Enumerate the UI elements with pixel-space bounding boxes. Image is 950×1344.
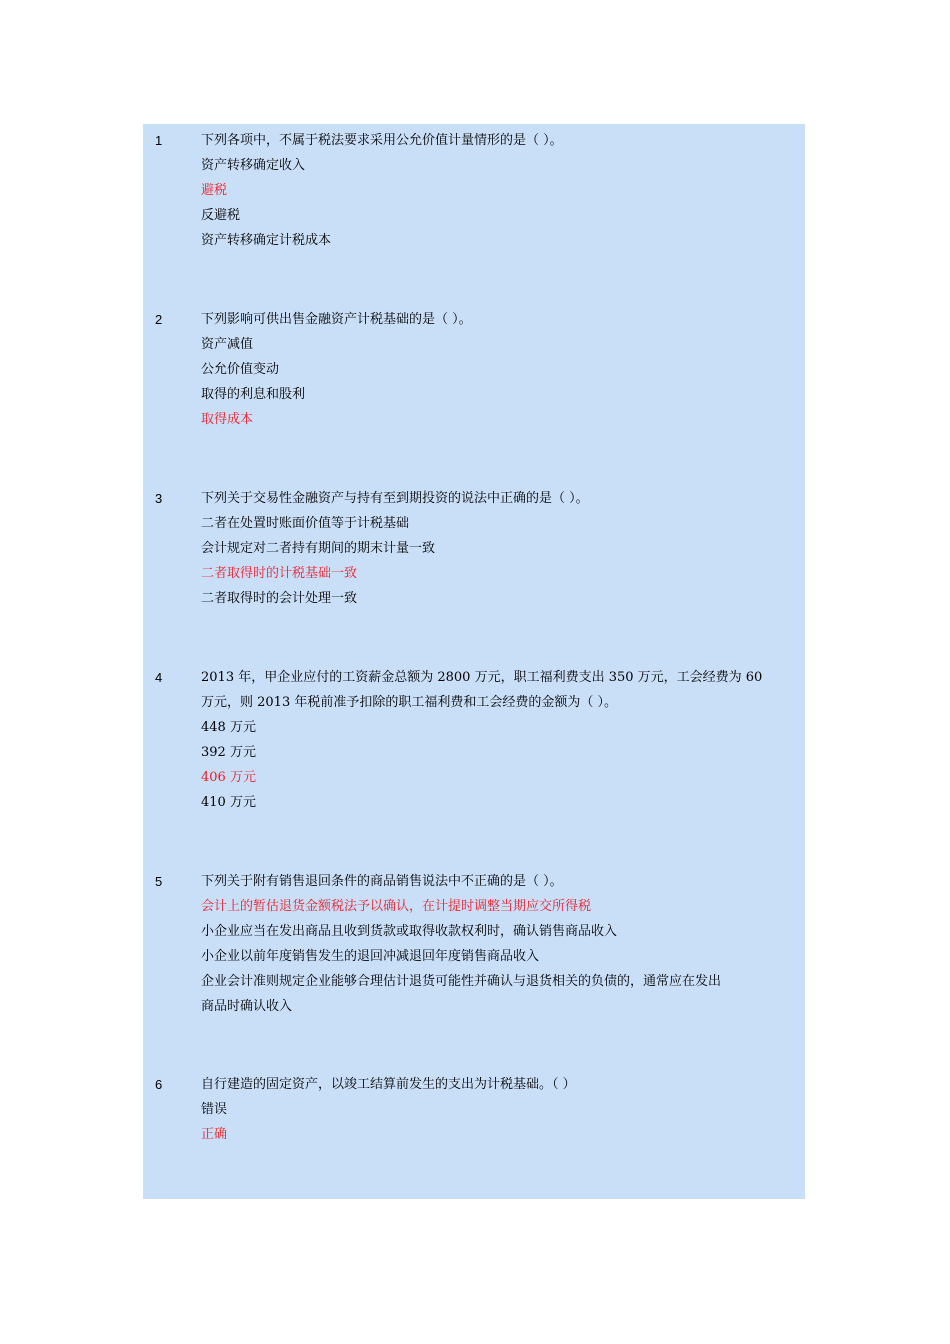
option-1-correct: 会计上的暂估退货金额税法予以确认，在计提时调整当期应交所得税 xyxy=(201,899,592,914)
option-1: 错误 xyxy=(201,1102,228,1117)
option-3-correct: 406 万元 xyxy=(201,770,256,785)
question-stem: 下列关于附有销售退回条件的商品销售说法中不正确的是（ ）。 xyxy=(201,874,563,889)
question-stem-line-2: 万元，则 2013 年税前准予扣除的职工福利费和工会经费的金额为（ ）。 xyxy=(201,695,617,710)
question-number: 3 xyxy=(155,491,163,506)
question-stem: 下列各项中，不属于税法要求采用公允价值计量情形的是（ ）。 xyxy=(201,133,563,148)
option-1: 资产转移确定收入 xyxy=(201,158,306,173)
option-2: 小企业应当在发出商品且收到货款或取得收款权利时，确认销售商品收入 xyxy=(201,924,618,939)
question-stem-line-1: 2013 年，甲企业应付的工资薪金总额为 2800 万元，职工福利费支出 350 万元，工会经费为 60 xyxy=(201,670,763,685)
question-body xyxy=(201,665,791,815)
option-3-correct: 二者取得时的计税基础一致 xyxy=(201,566,358,581)
question-stem: 下列影响可供出售金融资产计税基础的是（ ）。 xyxy=(201,312,472,327)
option-2: 会计规定对二者持有期间的期末计量一致 xyxy=(201,541,436,556)
quiz-panel xyxy=(143,124,805,1199)
option-2: 公允价值变动 xyxy=(201,362,280,377)
option-4-line-2: 商品时确认收入 xyxy=(201,999,293,1014)
option-4: 410 万元 xyxy=(201,795,256,810)
question-number: 6 xyxy=(155,1077,163,1092)
option-4: 二者取得时的会计处理一致 xyxy=(201,591,358,606)
question-number: 2 xyxy=(155,312,163,327)
question-body xyxy=(201,128,791,253)
option-2-correct: 正确 xyxy=(201,1127,228,1142)
question-stem: 下列关于交易性金融资产与持有至到期投资的说法中正确的是（ ）。 xyxy=(201,491,589,506)
question-number: 5 xyxy=(155,874,163,889)
question-body xyxy=(201,486,791,611)
question-body xyxy=(201,1072,791,1147)
option-3: 小企业以前年度销售发生的退回冲减退回年度销售商品收入 xyxy=(201,949,540,964)
option-1: 448 万元 xyxy=(201,720,256,735)
option-2: 392 万元 xyxy=(201,745,256,760)
option-2-correct: 避税 xyxy=(201,183,228,198)
option-1: 资产减值 xyxy=(201,337,254,352)
option-3: 取得的利息和股利 xyxy=(201,387,306,402)
question-body xyxy=(201,869,791,1019)
question-body xyxy=(201,307,791,432)
option-4-correct: 取得成本 xyxy=(201,412,254,427)
question-number: 4 xyxy=(155,670,163,685)
option-3: 反避税 xyxy=(201,208,241,223)
option-4-line-1: 企业会计准则规定企业能够合理估计退货可能性并确认与退货相关的负债的，通常应在发出 xyxy=(201,974,722,989)
question-number: 1 xyxy=(155,133,163,148)
question-stem: 自行建造的固定资产，以竣工结算前发生的支出为计税基础。（ ） xyxy=(201,1077,576,1092)
option-1: 二者在处置时账面价值等于计税基础 xyxy=(201,516,410,531)
option-4: 资产转移确定计税成本 xyxy=(201,233,332,248)
